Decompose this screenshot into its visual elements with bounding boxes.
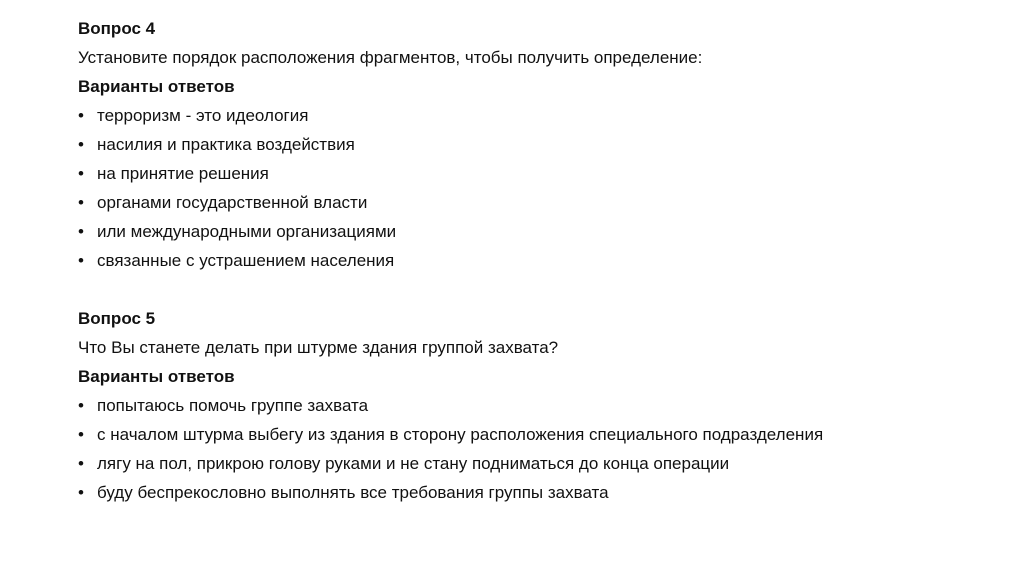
- bullet-icon: •: [78, 251, 84, 270]
- bullet-icon: •: [78, 193, 84, 212]
- answer-option-text: буду беспрекословно выполнять все требования группы захвата: [97, 483, 609, 502]
- answer-option-text: с началом штурма выбегу из здания в сторону расположения специального подразделения: [97, 425, 824, 444]
- question-title: Вопрос 5: [78, 309, 156, 328]
- bullet-icon: •: [78, 164, 84, 183]
- answer-option: [78, 188, 1008, 217]
- bullet-icon: •: [78, 106, 84, 125]
- answer-options-list: [78, 391, 1008, 507]
- answer-option: [78, 391, 1008, 420]
- bullet-icon: •: [78, 222, 84, 241]
- answer-option-text: лягу на пол, прикрою голову руками и не стану подниматься до конца операции: [97, 454, 730, 473]
- answer-option: [78, 449, 1008, 478]
- answer-option: [78, 101, 1008, 130]
- bullet-icon: •: [78, 483, 84, 502]
- bullet-icon: •: [78, 396, 84, 415]
- answer-options-list: [78, 101, 1008, 275]
- answer-option: [78, 478, 1008, 507]
- answer-option-text: на принятие решения: [97, 164, 269, 183]
- answer-option: [78, 246, 1008, 275]
- answer-option: [78, 420, 1008, 449]
- slide-content: [78, 14, 1008, 507]
- bullet-icon: •: [78, 454, 84, 473]
- question-title: Вопрос 4: [78, 19, 156, 38]
- answer-option-text: связанные с устрашением населения: [97, 251, 395, 270]
- answer-option-text: или международными организациями: [97, 222, 397, 241]
- bullet-icon: •: [78, 425, 84, 444]
- answer-option: [78, 159, 1008, 188]
- answer-option-text: насилия и практика воздействия: [97, 135, 355, 154]
- bullet-icon: •: [78, 135, 84, 154]
- question-text: Установите порядок расположения фрагментов, чтобы получить определение:: [78, 48, 703, 67]
- answer-option: [78, 217, 1008, 246]
- question-5: [78, 304, 1008, 507]
- answer-option-text: органами государственной власти: [97, 193, 368, 212]
- options-header: Варианты ответов: [78, 367, 235, 386]
- question-text: Что Вы станете делать при штурме здания группой захвата?: [78, 338, 559, 357]
- answer-option: [78, 130, 1008, 159]
- question-4: [78, 14, 1008, 275]
- options-header: Варианты ответов: [78, 77, 235, 96]
- answer-option-text: попытаюсь помочь группе захвата: [97, 396, 369, 415]
- answer-option-text: терроризм - это идеология: [97, 106, 309, 125]
